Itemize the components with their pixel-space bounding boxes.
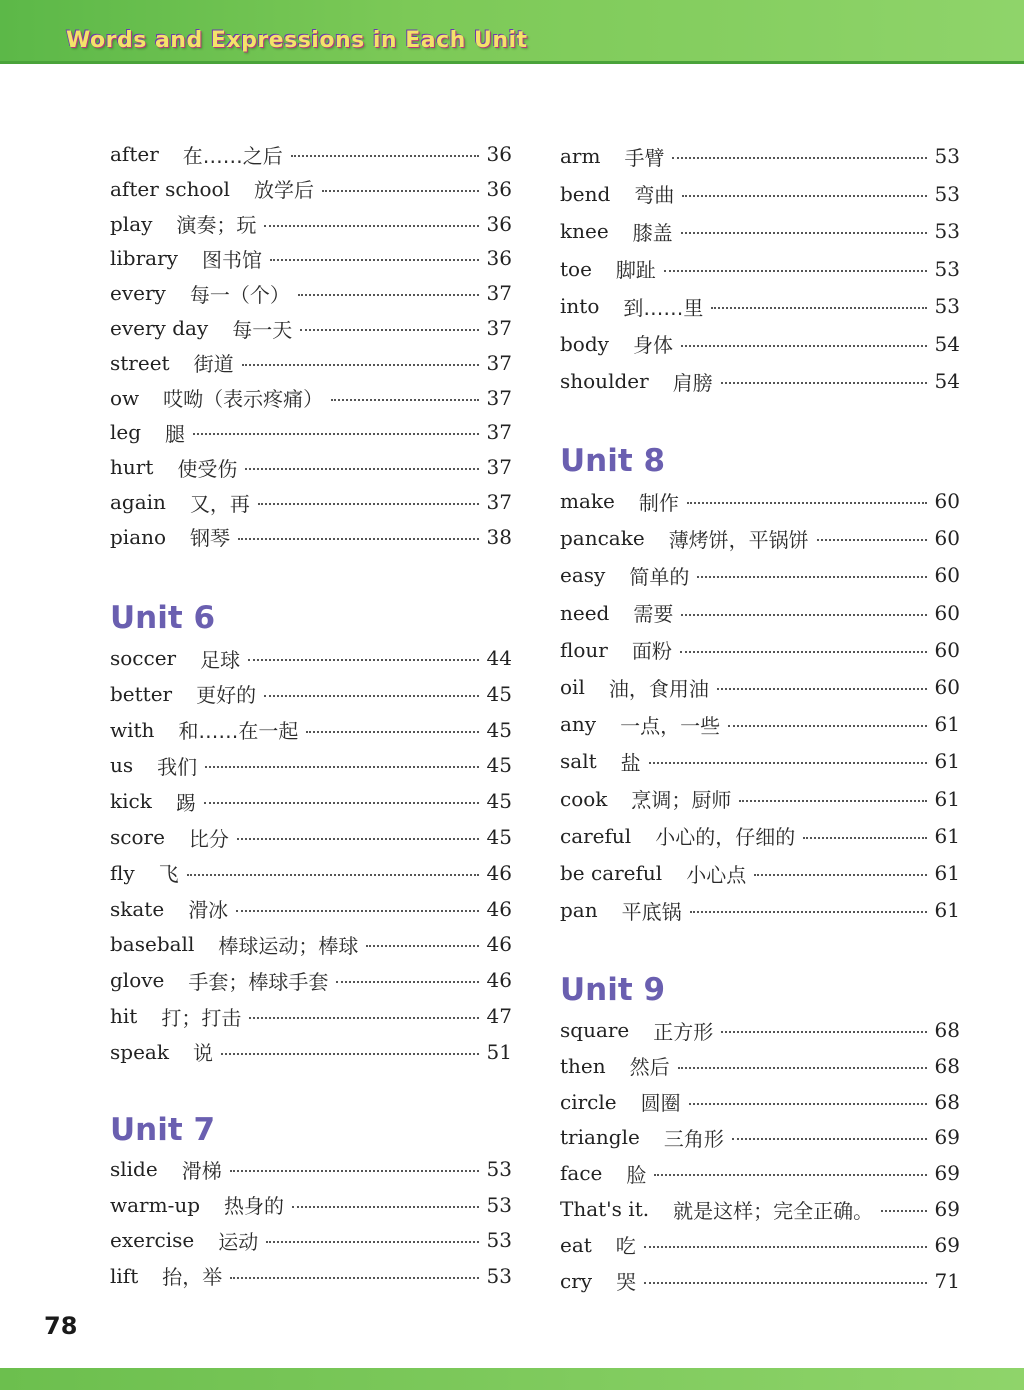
page-ref: 61 [934,786,960,811]
term-chinese: 一点，一些 [620,713,721,738]
term-english: any [560,712,597,737]
page-ref: 54 [934,369,960,393]
term-chinese: 正方形 [653,1019,714,1044]
term-chinese: 滑梯 [181,1158,222,1183]
page-ref: 46 [486,932,512,957]
term-english: us [110,753,134,778]
leader-dots [681,345,927,347]
page-ref: 46 [486,860,512,885]
term-english: pancake [560,526,645,551]
term-english: warm-up [110,1192,201,1217]
term-chinese: 在……之后 [182,143,283,168]
glossary-entry [110,929,512,959]
page-ref: 60 [934,489,960,513]
leader-dots [728,725,926,727]
term-english: leg [110,420,142,445]
glossary-entry [560,366,960,396]
glossary-entry [560,1194,960,1224]
glossary-entry [110,786,512,816]
term-chinese: 抬，举 [162,1265,223,1289]
page-ref: 60 [934,600,960,625]
page-ref: 61 [934,823,960,848]
term-english: cook [560,786,608,811]
term-english: careful [560,823,632,848]
leader-dots [322,190,479,192]
header-title: Words and Expressions in Each Unit [66,28,528,53]
glossary-entry [110,139,512,169]
page-ref: 38 [486,524,512,549]
page-ref: 53 [934,294,960,318]
leader-dots [306,731,478,733]
term-english: square [560,1018,630,1042]
unit-heading: Unit 9 [560,972,666,1008]
glossary-entry [560,746,960,776]
page-ref: 69 [934,1197,960,1221]
page-ref: 53 [486,1157,512,1181]
glossary-entry [560,1015,960,1045]
term-chinese: 小心的，仔细的 [655,825,796,850]
term-chinese: 我们 [157,754,198,779]
term-chinese: 圆圈 [640,1091,681,1116]
term-english: triangle [560,1125,640,1150]
term-english: face [560,1161,603,1186]
glossary-entry [560,858,960,888]
leader-dots [292,1206,479,1208]
leader-dots [721,1031,926,1033]
term-chinese: 到……里 [623,295,704,320]
glossary-entry [560,141,960,171]
leader-dots [881,1210,926,1212]
leader-dots [739,800,926,802]
term-english: fly [110,860,135,885]
term-chinese: 然后 [629,1055,670,1080]
page-ref: 69 [934,1125,960,1150]
unit-heading: Unit 6 [110,600,216,636]
glossary-entry [560,784,960,814]
page-ref: 46 [486,896,512,921]
term-english: make [560,489,615,513]
leader-dots [266,1241,478,1243]
glossary-entry [560,895,960,925]
term-english: better [110,681,173,706]
term-english: exercise [110,1228,195,1252]
term-chinese: 棒球运动；棒球 [218,933,359,958]
glossary-entry [560,486,960,516]
term-chinese: 烹调；厨师 [631,788,732,813]
term-chinese: 脸 [626,1162,647,1187]
page-ref: 37 [486,281,512,306]
leader-dots [298,294,479,296]
term-chinese: 和……在一起 [178,719,299,744]
term-chinese: 需要 [633,602,674,627]
term-chinese: 说 [192,1041,213,1066]
term-english: slide [110,1157,158,1181]
glossary-entry [110,1001,512,1031]
leader-dots [366,945,478,947]
term-chinese: 平底锅 [621,899,682,924]
glossary-entry [110,243,512,273]
term-english: toe [560,256,592,281]
glossary-entry [560,1230,960,1260]
glossary-entry [560,291,960,321]
term-chinese: 手套；棒球手套 [188,969,329,994]
glossary-entry [110,278,512,308]
page-ref: 60 [934,526,960,551]
term-chinese: 使受伤 [177,456,238,481]
term-english: bend [560,181,611,206]
page-ref: 51 [486,1039,512,1064]
leader-dots [680,651,927,653]
leader-dots [248,659,478,661]
page-ref: 36 [486,142,512,166]
term-chinese: 打；打击 [161,1005,242,1030]
term-chinese: 每一天 [232,317,293,342]
term-chinese: 每一（个） [189,282,290,307]
glossary-entry [110,894,512,924]
glossary-entry [110,1037,512,1067]
term-english: then [560,1053,606,1078]
term-english: every [110,281,166,306]
term-english: score [110,825,165,849]
glossary-entry [560,709,960,739]
term-english: every day [110,316,209,340]
page-ref: 36 [486,246,512,271]
term-chinese: 脚趾 [615,258,656,282]
term-chinese: 腿 [165,421,186,446]
term-english: circle [560,1089,617,1114]
leader-dots [717,688,927,690]
leader-dots [687,502,927,504]
leader-dots [238,538,479,540]
term-chinese: 滑冰 [188,898,229,923]
term-chinese: 又，再 [189,491,250,516]
page-ref: 53 [486,1192,512,1217]
term-english: hurt [110,455,154,480]
glossary-entry [560,1051,960,1081]
term-chinese: 三角形 [663,1126,724,1151]
page-ref: 60 [934,563,960,588]
glossary-entry [110,417,512,447]
term-chinese: 盐 [620,750,641,775]
page-ref: 60 [934,675,960,699]
glossary-entry [110,750,512,780]
glossary-entry [560,598,960,628]
term-chinese: 放学后 [253,178,314,203]
term-english: glove [110,968,165,993]
leader-dots [270,259,479,261]
leader-dots [336,981,478,983]
term-english: flour [560,637,608,662]
page-ref: 45 [486,789,512,814]
page-ref: 61 [934,861,960,885]
page-ref: 46 [486,968,512,993]
glossary-entry [110,1225,512,1255]
page-ref: 69 [934,1232,960,1257]
term-chinese: 小心点 [686,862,747,887]
term-english: be careful [560,861,663,885]
leader-dots [664,270,927,272]
term-english: cry [560,1268,593,1293]
page-ref: 37 [486,316,512,340]
term-chinese: 弯曲 [634,183,675,207]
glossary-entry [560,560,960,590]
term-english: eat [560,1232,592,1257]
leader-dots [204,802,479,804]
leader-dots [711,307,926,309]
term-chinese: 薄烤饼，平锅饼 [668,527,809,552]
page-ref: 37 [486,385,512,410]
page-ref: 61 [934,898,960,923]
glossary-entry [110,643,512,673]
term-chinese: 更好的 [196,683,257,708]
leader-dots [230,1277,478,1279]
term-english: knee [560,219,609,243]
page-ref: 36 [486,176,512,201]
glossary-entry [560,1087,960,1117]
term-english: shoulder [560,369,649,393]
leader-dots [236,910,478,912]
leader-dots [803,837,926,839]
term-english: hit [110,1004,138,1028]
term-english: lift [110,1263,139,1288]
page-ref: 53 [934,144,960,168]
glossary-entry [110,487,512,517]
leader-dots [187,874,479,876]
term-english: street [110,350,170,375]
page-ref: 37 [486,350,512,375]
glossary-entry [110,715,512,745]
page-ref: 54 [934,331,960,356]
term-chinese: 膝盖 [632,220,673,245]
term-english: arm [560,144,601,168]
term-english: speak [110,1039,169,1064]
page-ref: 37 [486,420,512,445]
glossary-entry [110,174,512,204]
leader-dots [697,576,926,578]
term-english: play [110,211,153,236]
glossary-entry [110,1190,512,1220]
term-english: soccer [110,646,177,670]
page-ref: 68 [934,1053,960,1078]
glossary-entry [110,209,512,239]
leader-dots [221,1053,479,1055]
term-chinese: 吃 [615,1234,636,1259]
glossary-entry [110,313,512,343]
page-ref: 45 [486,717,512,742]
leader-dots [690,911,927,913]
glossary-entry [110,452,512,482]
term-chinese: 街道 [193,352,234,377]
leader-dots [193,433,479,435]
page-ref: 53 [934,181,960,206]
leader-dots [264,225,478,227]
term-english: after school [110,176,230,201]
leader-dots [644,1282,926,1284]
page-number: 78 [44,1312,78,1340]
page-ref: 61 [934,749,960,774]
glossary-entry [110,858,512,888]
term-chinese: 就是这样；完全正确。 [673,1198,874,1223]
glossary-entry [560,179,960,209]
page-ref: 36 [486,211,512,236]
page-ref: 53 [934,256,960,281]
page-ref: 61 [934,712,960,737]
glossary-entry [560,1158,960,1188]
leader-dots [681,232,927,234]
term-chinese: 钢琴 [190,526,231,551]
leader-dots [681,614,926,616]
term-english: piano [110,524,167,549]
glossary-entry [560,821,960,851]
leader-dots [732,1138,927,1140]
term-chinese: 制作 [638,490,679,515]
page-ref: 47 [486,1004,512,1028]
glossary-entry [560,216,960,246]
glossary-entry [560,1122,960,1152]
page-ref: 69 [934,1161,960,1186]
glossary-entry [110,1261,512,1291]
term-english: into [560,294,600,318]
page-ref: 37 [486,490,512,514]
page-ref: 71 [934,1268,960,1293]
leader-dots [754,874,926,876]
term-chinese: 比分 [188,826,229,851]
page-ref: 53 [486,1263,512,1288]
term-english: kick [110,789,152,814]
leader-dots [689,1103,927,1105]
page-ref: 45 [486,825,512,849]
term-english: That's it. [560,1197,650,1221]
unit-heading: Unit 7 [110,1112,216,1148]
page-ref: 53 [934,219,960,243]
term-english: ow [110,385,140,410]
glossary-entry [560,329,960,359]
leader-dots [249,1017,478,1019]
term-chinese: 飞 [158,862,179,887]
page-ref: 44 [486,646,512,670]
page-ref: 60 [934,637,960,662]
glossary-entry [560,523,960,553]
page-ref: 68 [934,1089,960,1114]
glossary-entry [560,672,960,702]
page-ref: 45 [486,753,512,778]
glossary-entry [110,522,512,552]
term-english: need [560,600,610,625]
term-english: after [110,142,159,166]
leader-dots [264,695,478,697]
leader-dots [331,399,478,401]
term-chinese: 哭 [616,1270,637,1295]
term-chinese: 身体 [632,333,673,357]
leader-dots [654,1174,926,1176]
page-ref: 53 [486,1228,512,1252]
leader-dots [205,766,478,768]
leader-dots [649,762,927,764]
leader-dots [300,329,478,331]
glossary-entry [110,1154,512,1184]
page-ref: 68 [934,1018,960,1042]
leader-dots [242,364,479,366]
leader-dots [682,195,926,197]
glossary-entry [560,254,960,284]
footer-band [0,1368,1024,1390]
term-chinese: 面粉 [631,639,672,664]
term-english: oil [560,675,585,699]
glossary-entry [110,383,512,413]
leader-dots [672,157,926,159]
term-chinese: 肩膀 [672,370,713,395]
glossary-entry [110,822,512,852]
header-band [0,0,1024,64]
glossary-entry [110,679,512,709]
term-english: pan [560,898,598,923]
term-chinese: 足球 [200,647,241,672]
leader-dots [644,1246,927,1248]
term-english: easy [560,563,606,588]
glossary-entry [560,635,960,665]
term-chinese: 油，食用油 [608,676,709,701]
term-chinese: 简单的 [629,564,690,589]
term-chinese: 哎呦（表示疼痛） [163,387,324,412]
glossary-entry [110,348,512,378]
leader-dots [291,155,479,157]
term-english: again [110,490,166,514]
leader-dots [245,468,478,470]
glossary-entry [110,965,512,995]
term-english: baseball [110,932,195,957]
unit-heading: Unit 8 [560,443,666,479]
leader-dots [237,838,479,840]
term-english: with [110,717,155,742]
term-chinese: 演奏；玩 [176,213,257,238]
term-chinese: 踢 [175,790,196,815]
page-ref: 45 [486,681,512,706]
term-chinese: 手臂 [624,145,665,170]
page-ref: 37 [486,455,512,480]
leader-dots [258,503,479,505]
term-chinese: 图书馆 [201,247,262,272]
glossary-entry [560,1266,960,1296]
term-chinese: 热身的 [224,1194,285,1218]
term-english: library [110,246,178,271]
leader-dots [230,1170,479,1172]
leader-dots [817,539,927,541]
term-english: body [560,331,609,356]
term-english: salt [560,749,597,774]
term-chinese: 运动 [218,1229,259,1254]
leader-dots [678,1067,927,1069]
leader-dots [721,382,927,384]
term-english: skate [110,896,165,921]
